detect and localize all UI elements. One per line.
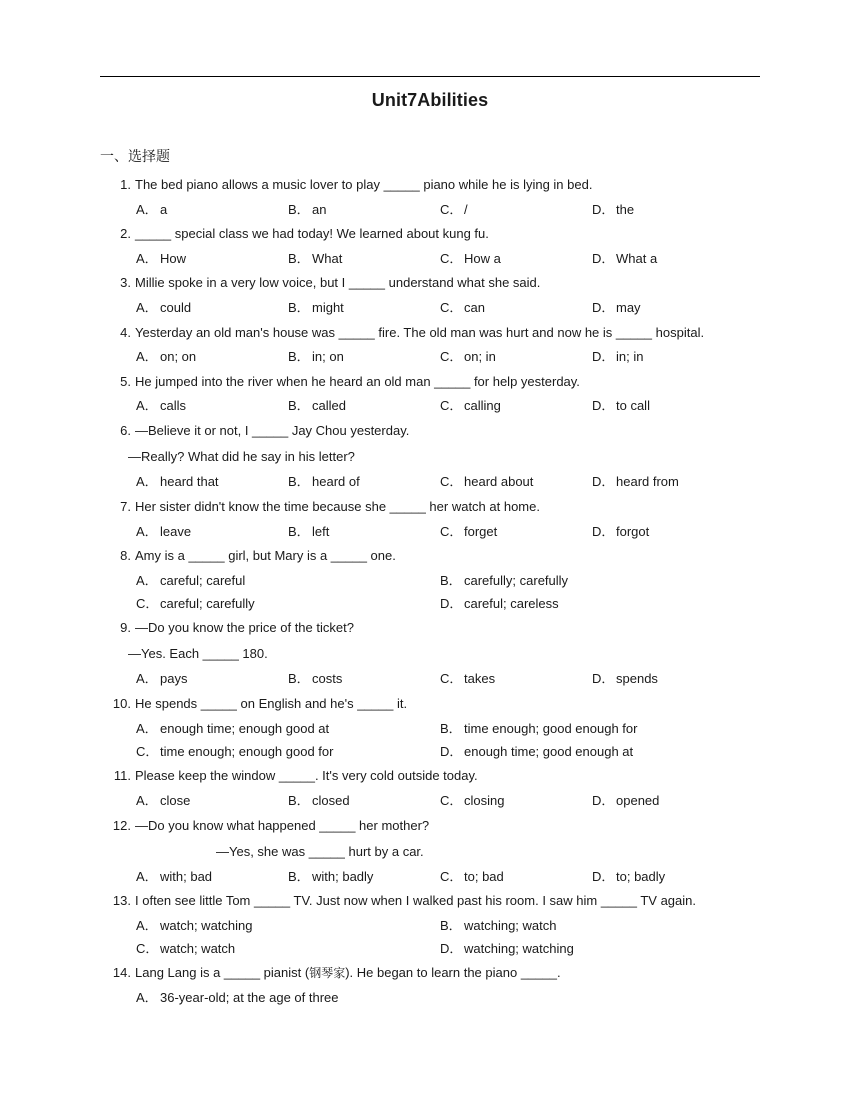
- question-12-reply: —Yes, she was _____ hurt by a car.: [216, 844, 424, 859]
- question-7: 7. Her sister didn't know the time because she _____ her watch at home.: [120, 499, 540, 514]
- option-a[interactable]: A． with; bad: [136, 869, 213, 884]
- question-4: 4. Yesterday an old man's house was _____ fire. The old man was hurt and now he is _____ hospital.: [120, 325, 705, 340]
- option-b[interactable]: B． left: [288, 524, 330, 539]
- option-a[interactable]: A． a: [136, 202, 168, 217]
- option-b[interactable]: B． costs: [288, 671, 343, 686]
- option-a[interactable]: A． 36-year-old; at the age of three: [136, 990, 339, 1005]
- option-b[interactable]: B． called: [288, 398, 346, 413]
- question-10: 10. He spends _____ on English and he's _____ it.: [112, 696, 408, 711]
- option-b[interactable]: B． an: [288, 202, 327, 217]
- option-a[interactable]: A． could: [136, 300, 192, 315]
- question-13: 13. I often see little Tom _____ TV. Just now when I walked past his room. I saw him _____ TV again.: [112, 893, 696, 908]
- option-c[interactable]: C． to; bad: [440, 869, 504, 884]
- question-6: 6. —Believe it or not, I _____ Jay Chou yesterday.: [120, 423, 410, 438]
- option-a[interactable]: A． close: [136, 793, 191, 808]
- option-d[interactable]: D． spends: [592, 671, 658, 686]
- question-6-reply: —Really? What did he say in his letter?: [128, 449, 355, 464]
- option-d[interactable]: D． careful; careless: [440, 596, 559, 611]
- section-heading: 一、选择题: [100, 149, 170, 165]
- question-11: 11. Please keep the window _____. It's very cold outside today.: [113, 768, 478, 783]
- option-c[interactable]: C． closing: [440, 793, 505, 808]
- question-1: 1. The bed piano allows a music lover to play _____ piano while he is lying in bed.: [120, 177, 593, 192]
- option-d[interactable]: D． watching; watching: [440, 941, 574, 956]
- option-b[interactable]: B． What: [288, 251, 343, 266]
- option-d[interactable]: D． to; badly: [592, 869, 666, 884]
- option-d[interactable]: D． forgot: [592, 524, 650, 539]
- option-b[interactable]: B． watching; watch: [440, 918, 557, 933]
- option-a[interactable]: A． heard that: [136, 474, 219, 489]
- page-title: Unit7Abilities: [371, 90, 489, 110]
- question-9-reply: —Yes. Each _____ 180.: [128, 646, 268, 661]
- question-8: 8. Amy is a _____ girl, but Mary is a _____ one.: [120, 548, 396, 563]
- option-d[interactable]: D． to call: [592, 398, 650, 413]
- option-d[interactable]: D． in; in: [592, 349, 644, 364]
- option-c[interactable]: C． time enough; enough good for: [136, 744, 334, 759]
- question-12: 12. —Do you know what happened _____ her mother?: [112, 818, 430, 833]
- option-c[interactable]: C． watch; watch: [136, 941, 236, 956]
- option-c[interactable]: C． can: [440, 300, 485, 315]
- option-d[interactable]: D． opened: [592, 793, 660, 808]
- option-d[interactable]: D． the: [592, 202, 635, 217]
- option-b[interactable]: B． in; on: [288, 349, 344, 364]
- option-c[interactable]: C． heard about: [440, 474, 534, 489]
- option-d[interactable]: D． heard from: [592, 474, 679, 489]
- option-b[interactable]: B． heard of: [288, 474, 360, 489]
- option-c[interactable]: C． /: [440, 202, 468, 217]
- option-a[interactable]: A． pays: [136, 671, 188, 686]
- option-a[interactable]: A． careful; careful: [136, 573, 246, 588]
- option-a[interactable]: A． leave: [136, 524, 192, 539]
- question-2: 2. _____ special class we had today! We learned about kung fu.: [120, 226, 489, 241]
- option-a[interactable]: A． watch; watching: [136, 918, 253, 933]
- option-d[interactable]: D． may: [592, 300, 641, 315]
- option-a[interactable]: A． on; on: [136, 349, 197, 364]
- question-3: 3. Millie spoke in a very low voice, but I _____ understand what she said.: [120, 275, 541, 290]
- option-b[interactable]: B． carefully; carefully: [440, 573, 569, 588]
- question-9: 9. —Do you know the price of the ticket?: [120, 620, 354, 635]
- option-b[interactable]: B． time enough; good enough for: [440, 721, 638, 736]
- option-d[interactable]: D． What a: [592, 251, 658, 266]
- option-b[interactable]: B． with; badly: [288, 869, 374, 884]
- option-c[interactable]: C． takes: [440, 671, 496, 686]
- question-5: 5. He jumped into the river when he heard an old man _____ for help yesterday.: [120, 374, 580, 389]
- header-rule: [100, 76, 760, 77]
- option-b[interactable]: B． might: [288, 300, 344, 315]
- option-b[interactable]: B． closed: [288, 793, 350, 808]
- option-c[interactable]: C． calling: [440, 398, 501, 413]
- option-c[interactable]: C． careful; carefully: [136, 596, 255, 611]
- option-a[interactable]: A． calls: [136, 398, 187, 413]
- option-a[interactable]: A． How: [136, 251, 187, 266]
- option-c[interactable]: C． forget: [440, 524, 498, 539]
- option-d[interactable]: D． enough time; good enough at: [440, 744, 634, 759]
- option-a[interactable]: A． enough time; enough good at: [136, 721, 330, 736]
- option-c[interactable]: C． on; in: [440, 349, 496, 364]
- option-c[interactable]: C． How a: [440, 251, 501, 266]
- question-14: 14. Lang Lang is a _____ pianist (钢琴家). He began to learn the piano _____.: [112, 965, 561, 980]
